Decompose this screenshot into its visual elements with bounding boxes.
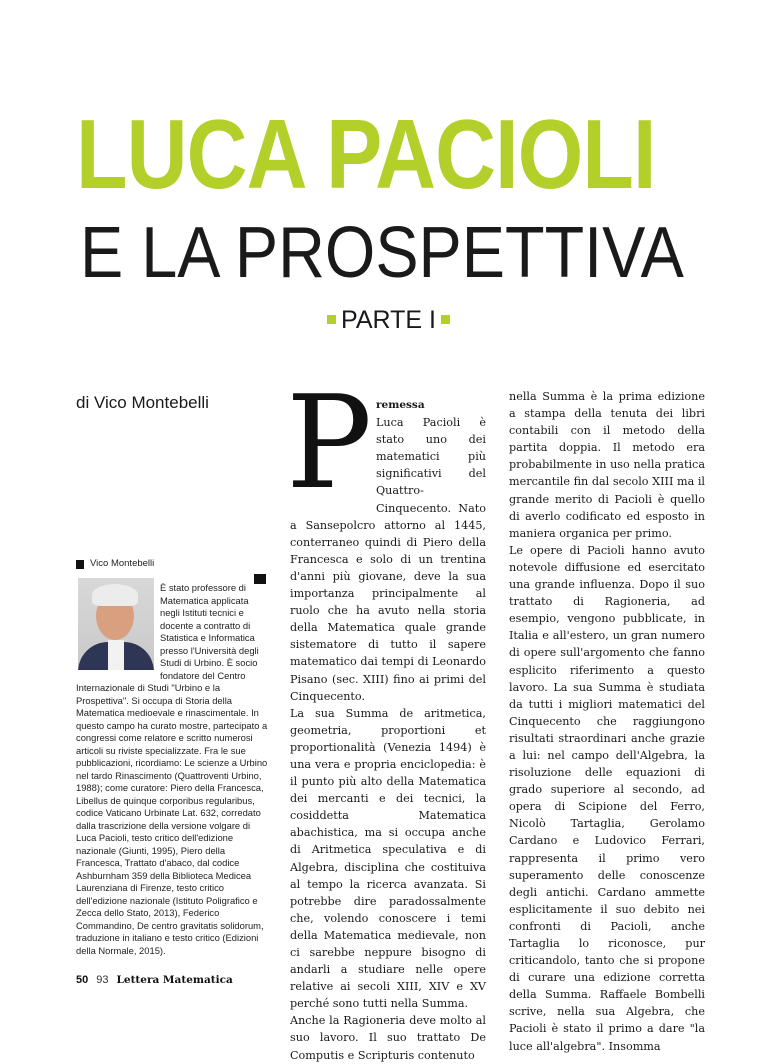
author-byline: di Vico Montebelli <box>76 393 209 412</box>
part-label <box>0 306 777 335</box>
paragraph-partita-doppia: nella Summa è la prima edizione a stampa della tenuta dei libri contabili con il metodo della partita doppia. Il metodo era probabilmente in uso nella pratica mercantile fin dal secolo XIII ma il grande merito di Pacioli è quello di averlo codificato ed esposto in maniera organica per primo. <box>509 390 705 540</box>
title-line-2: E LA PROSPETTIVA <box>80 213 684 293</box>
bio-text-block <box>76 582 268 957</box>
article-column-2 <box>509 388 705 1055</box>
paragraph-summa: La sua Summa de aritmetica, geometria, proportioni et proportionalità (Venezia 1494) è una vera e propria enciclopedia: è il punto più alto della Matematica dei mercanti e dei tecnici, la cosiddetta Matematica abachistica, ma si occupa anche di Aritmetica speculativa e di Algebra, disciplina che costituiva al tempo la ricerca avanzata. Si potrebbe dire paradossalmente che, volendo conoscere i temi della Matematica medievale, non ci sarebbe neppure bisogno di andarli a studiare nelle opere relative ai secoli XIII, XIV e XV perché sono tutti nella Summa. <box>290 706 486 1011</box>
title-line-1: LUCA PACIOLI <box>76 99 656 209</box>
page-footer <box>76 974 233 986</box>
bio-name: Vico Montebelli <box>90 558 155 569</box>
drop-cap: P <box>286 369 373 518</box>
magazine-name: Lettera Matematica <box>116 974 233 986</box>
paragraph-influenza: Le opere di Pacioli hanno avuto notevole diffusione ed esercitato una grande influenza. Dopo il suo trattato di Ragioneria, ad esempio, vengono pubblicate, in Italia e all'estero, un gran numero di opere sull'argomento che fanno esplicito riferimento a questo lavoro. La sua Summa è studiata da tutti i migliori matematici del Cinquecento che raggiungono risultati straordinari anche grazie a lui: nel campo dell'Algebra, la risoluzione delle equazioni di grado superiore al secondo, ad opera di Scipione del Ferro, Nicolò Tartaglia, Gerolamo Cardano e Ludovico Ferrari, rappresenta il primo vero superamento delle conoscenze degli antichi. Cardano ammette esplicitamente il suo debito nei confronti di Pacioli, anche Tartaglia lo riconosce, pur criticandolo, tanto che si propone di curare una edizione corretta della Summa. Raffaele Bombelli scrive, nella sua Algebra, che Pacioli è stato il primo a dare "la luce all'algebra". Insomma <box>509 543 705 1053</box>
part-text: PARTE I <box>341 306 436 334</box>
bio-text: È stato professore di Matematica applicata negli Istituti tecnici e docente a contratto di Statistica e Informatica presso l'Università degli Studi di Urbino. È socio fondatore del Centro Internazionale di Studi "Urbino e la Prospettiva". Si occupa di Storia della Matematica medioevale e rinascimentale. In questo campo ha curato mostre, partecipato a congressi come relatore e scritto numerosi articoli su riviste specializzate. Fra le sue pubblicazioni, ricordiamo: Le scienze a Urbino nel tardo Rinascimento (Quattroventi Urbino, 1988); come curatore: Piero della Francesca, Libellus de quinque corporibus regularibus, codice Vaticano Urbinate Lat. 632, corredato dalla trascrizione della versione volgare di Luca Pacioli, testo critico dell'edizione nazionale (Giunti, 1995), Piero della Francesca, Trattato d'abaco, dal codice Ashburnham 359 della Biblioteca Medicea Laurenziana di Firenze, testo critico dell'edizione nazionale (Istituto Poligrafico e Zecca dello Stato, 2013), Federico Commandino, De centro gravitatis solidorum, traduzione in italiano e testo critico (Edizioni della Normale, 2015). <box>76 582 268 956</box>
page-number: 50 <box>76 974 89 986</box>
bullet-square-icon <box>441 315 450 324</box>
article-column-1 <box>290 397 486 1064</box>
paragraph-ragioneria: Anche la Ragioneria deve molto al suo lavoro. Il suo trattato De Computis e Scripturis contenuto <box>290 1014 486 1062</box>
section-heading: remessa <box>376 399 425 411</box>
bio-marker <box>76 560 84 569</box>
bullet-square-icon <box>327 315 336 324</box>
paragraph-intro: Luca Pacioli è stato uno dei matematici più significativi del Quattro-Cinquecento. Nato a Sansepolcro attorno al 1445, conterraneo quindi di Piero della Francesca e solo di un trentina d'anni più giovane, deve la sua importanza principalmente al ruolo che ha avuto nella storia della Matematica quale grande sistematore di tutto il sapere matematico dai tempi di Leonardo Pisano (sec. XIII) fino ai primi del Cinquecento. <box>290 416 486 703</box>
issue-number: 93 <box>96 974 109 986</box>
